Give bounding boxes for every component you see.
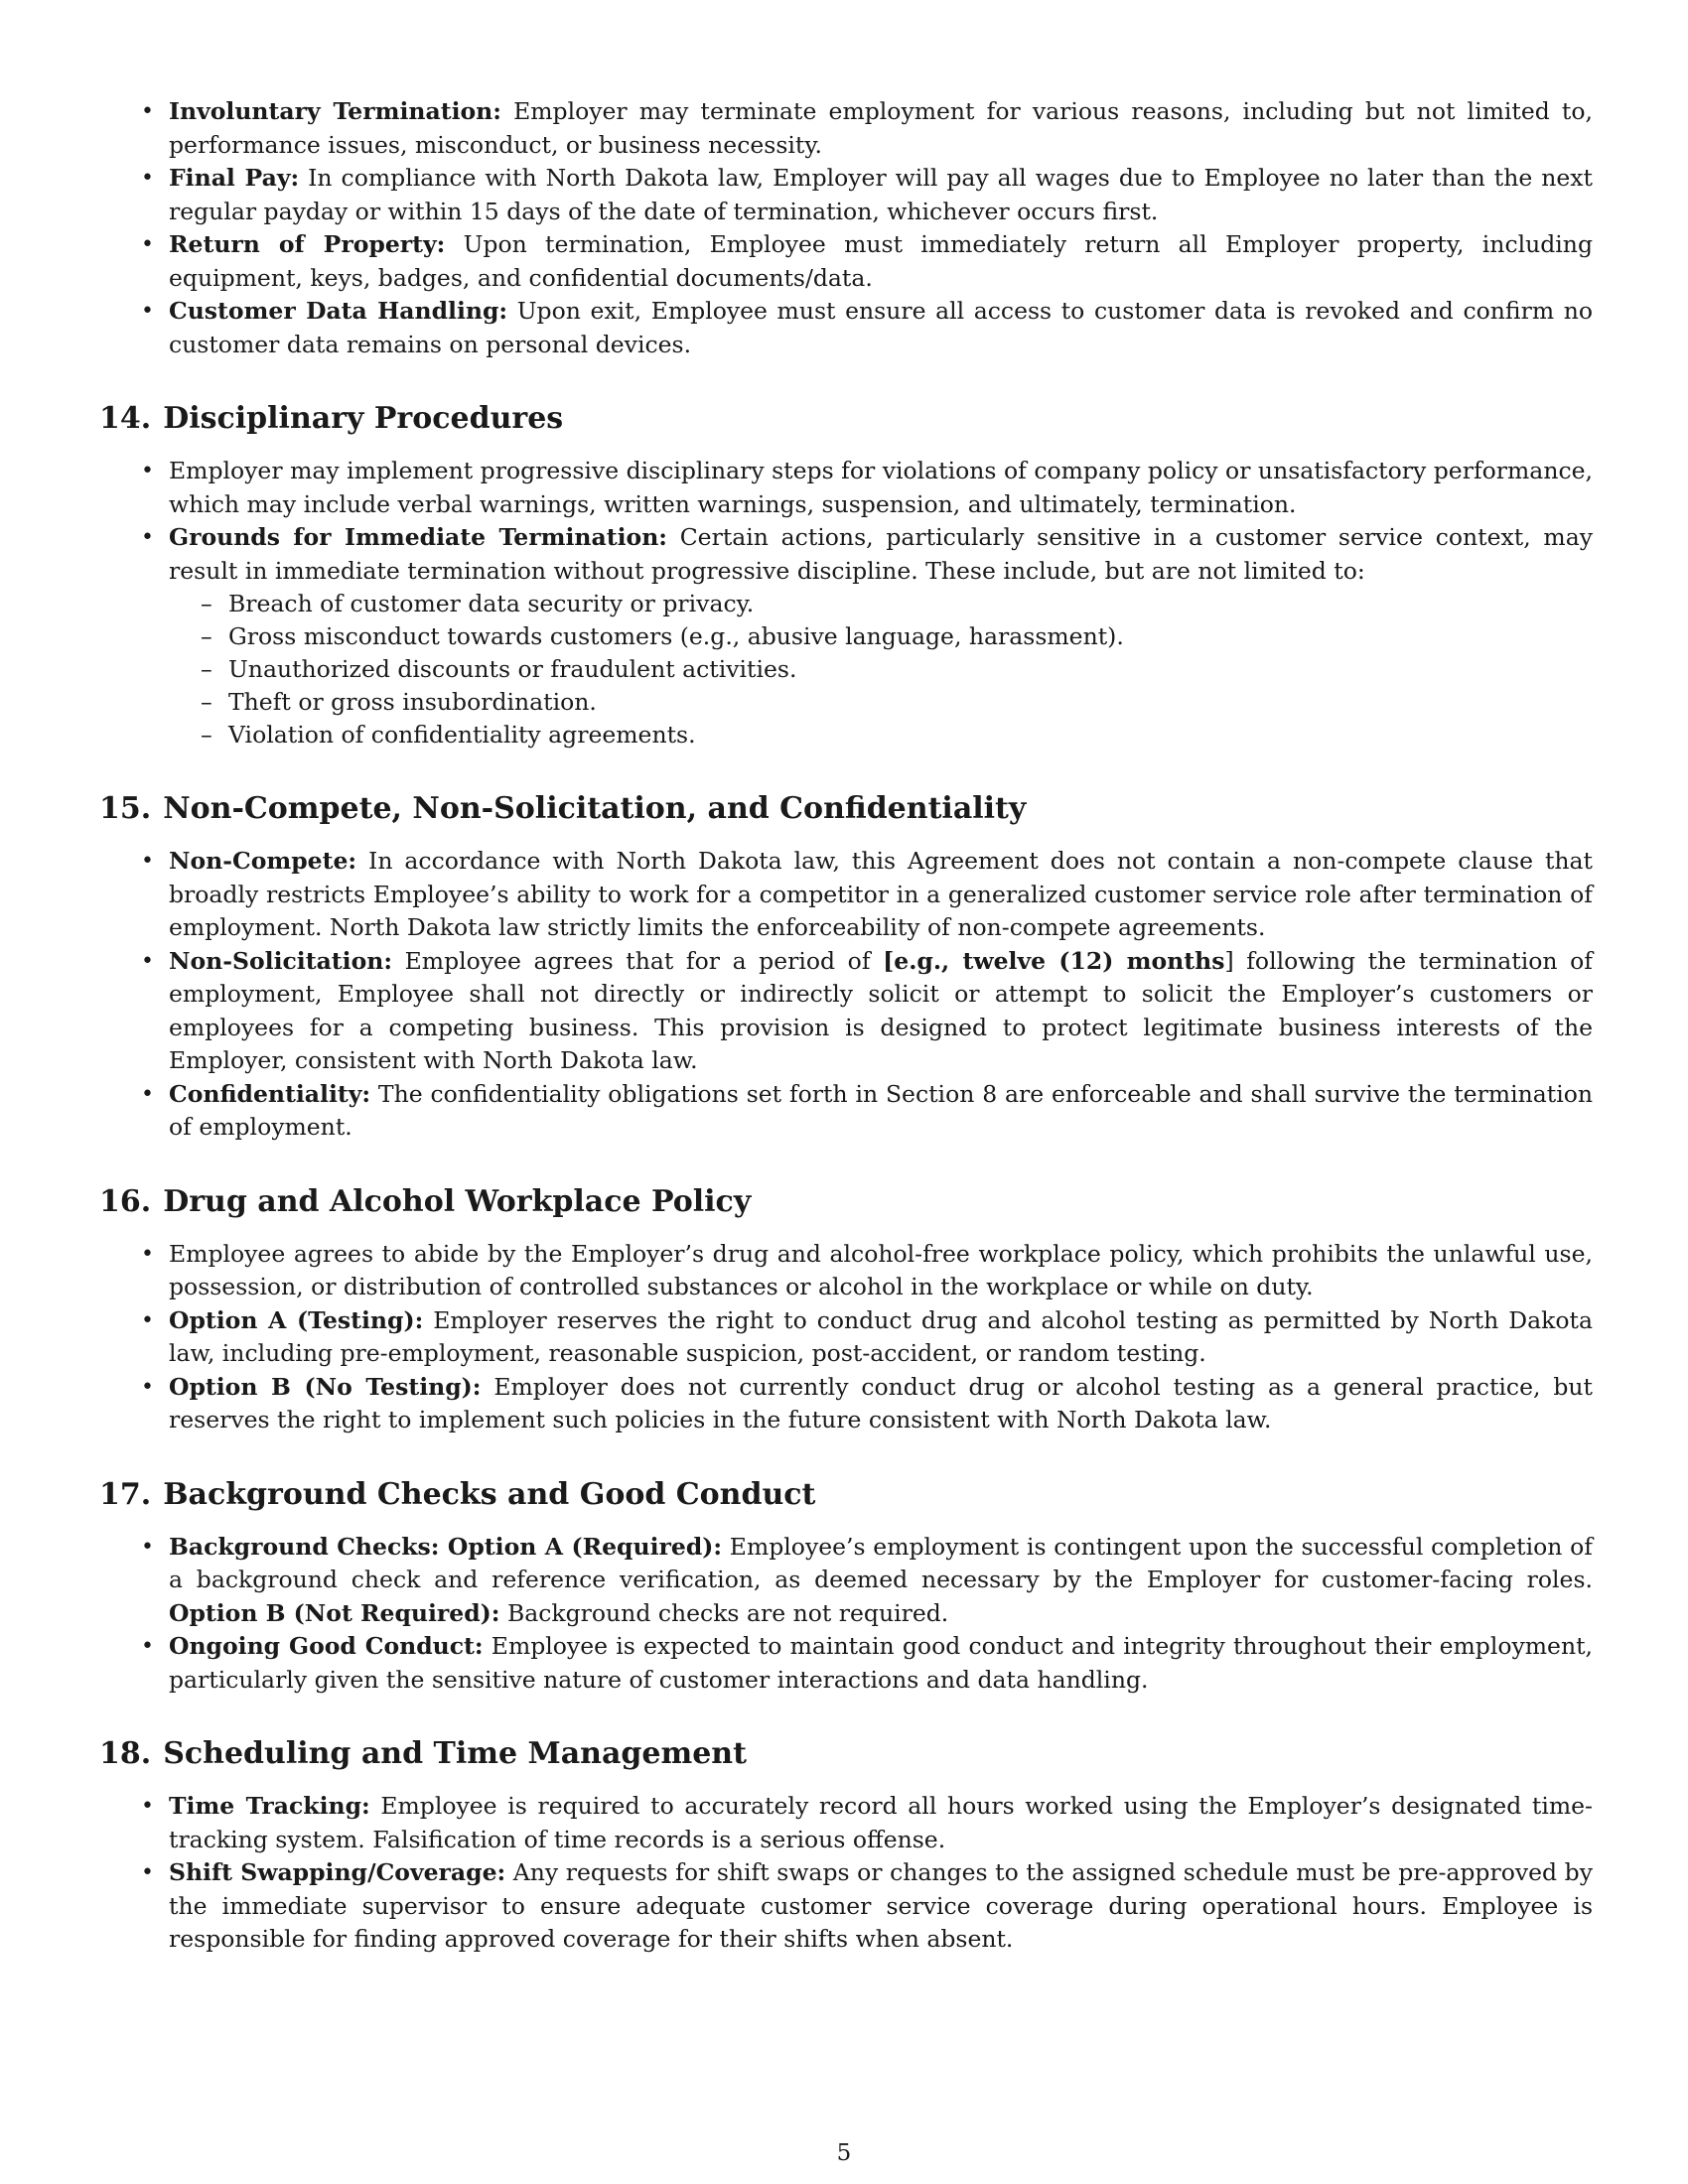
list-item <box>169 1371 1593 1437</box>
list-item <box>169 95 1593 162</box>
section-title: Scheduling and Time Management <box>163 1736 747 1771</box>
item-text: ] following the termination of employment, Employee shall not directly or indirectly solicit or attempt to solicit the Employer’s customers or employees for a competing business. This provision is designed to protect legitimate business interests of the Employer, consistent with North Dakota law. <box>169 946 1593 1074</box>
list-item <box>169 845 1593 945</box>
item-lead: Shift Swapping/Coverage: <box>169 1858 506 1886</box>
item-text: Upon termination, Employee must immediately return all Employer property, including equipment, keys, badges, and confidential documents/data. <box>169 230 1593 292</box>
section-14-list <box>99 455 1593 751</box>
item-text: Employee is required to accurately record all hours worked using the Employer’s designated time-tracking system. Falsification of time records is a serious offense. <box>169 1792 1593 1853</box>
item-lead: Background Checks: Option A (Required): <box>169 1532 723 1561</box>
placeholder-term: [e.g., twelve (12) months <box>883 946 1225 975</box>
item-text: In compliance with North Dakota law, Employer will pay all wages due to Employee no later than the next regular payday or within 15 days of the date of termination, whichever occurs first. <box>169 164 1593 225</box>
item-text: The confidentiality obligations set forth in Section 8 are enforceable and shall survive the termination of employment. <box>169 1079 1593 1141</box>
item-text: In accordance with North Dakota law, this Agreement does not contain a non-compete clause that broadly restricts Employee’s ability to work for a competitor in a generalized customer service role after termination of employment. North Dakota law strictly limits the enforceability of non-compete agreements. <box>169 847 1593 941</box>
item-lead: Grounds for Immediate Termination: <box>169 523 667 551</box>
item-lead: Final Pay: <box>169 164 300 192</box>
item-text: Employer may terminate employment for various reasons, including but not limited to, performance issues, misconduct, or business necessity. <box>169 97 1593 159</box>
list-item <box>169 1238 1593 1304</box>
list-item <box>169 455 1593 521</box>
section-number: 16. <box>99 1183 152 1219</box>
item-lead-option-b: Option B (Not Required): <box>169 1598 500 1627</box>
list-item <box>169 945 1593 1078</box>
document-page <box>99 95 1593 1957</box>
section-16-list <box>99 1238 1593 1437</box>
section-15-list <box>99 845 1593 1145</box>
termination-list <box>99 95 1593 361</box>
section-18-list <box>99 1790 1593 1957</box>
section-number: 14. <box>99 401 152 436</box>
section-title: Drug and Alcohol Workplace Policy <box>163 1183 752 1219</box>
page-number: 5 <box>836 2140 852 2166</box>
section-heading-17 <box>99 1475 1593 1515</box>
termination-grounds-sublist <box>169 588 1593 751</box>
item-lead: Confidentiality: <box>169 1079 371 1108</box>
section-number: 18. <box>99 1736 152 1771</box>
list-item <box>169 1304 1593 1371</box>
item-text: Employer reserves the right to conduct drug and alcohol testing as permitted by North Dakota law, including pre-employment, reasonable suspicion, post-accident, or random testing. <box>169 1305 1593 1367</box>
item-lead: Customer Data Handling: <box>169 297 508 325</box>
section-number: 17. <box>99 1476 152 1512</box>
section-title: Disciplinary Procedures <box>163 401 564 436</box>
sub-list-item: – Breach of customer data security or privacy. <box>228 588 1593 620</box>
list-item <box>169 162 1593 228</box>
section-number: 15. <box>99 791 152 826</box>
list-item <box>169 1856 1593 1957</box>
item-text: Certain actions, particularly sensitive in a customer service context, may result in immediate termination without progressive discipline. These include, but are not limited to: <box>169 523 1593 585</box>
item-lead: Involuntary Termination: <box>169 97 501 125</box>
item-text: Employee agrees to abide by the Employer’s drug and alcohol-free workplace policy, which prohibits the unlawful use, possession, or distribution of controlled substances or alcohol in the workplace or while on duty. <box>169 1239 1593 1300</box>
sub-list-item: – Violation of confidentiality agreements. <box>228 719 1593 751</box>
list-item <box>169 228 1593 295</box>
sub-list-item: – Gross misconduct towards customers (e.g., abusive language, harassment). <box>228 620 1593 653</box>
sub-list-item: – Unauthorized discounts or fraudulent activities. <box>228 653 1593 686</box>
section-heading-18 <box>99 1734 1593 1774</box>
item-lead: Non-Compete: <box>169 847 357 875</box>
sub-list-item: – Theft or gross insubordination. <box>228 686 1593 719</box>
section-heading-14 <box>99 399 1593 439</box>
list-item <box>169 295 1593 361</box>
item-text: Employer may implement progressive disciplinary steps for violations of company policy or unsatisfactory performance, which may include verbal warnings, written warnings, suspension, and ultimately, termination. <box>169 457 1593 518</box>
section-heading-16 <box>99 1182 1593 1222</box>
list-item <box>169 1630 1593 1697</box>
item-lead: Option A (Testing): <box>169 1305 424 1334</box>
section-title: Non-Compete, Non-Solicitation, and Confidentiality <box>163 791 1027 826</box>
list-item <box>169 521 1593 751</box>
item-lead: Ongoing Good Conduct: <box>169 1632 484 1660</box>
item-text: Employee’s employment is contingent upon the successful completion of a background check and reference verification, as deemed necessary by the Employer for customer-facing roles. <box>169 1532 1593 1593</box>
item-text: Any requests for shift swaps or changes to the assigned schedule must be pre-approved by the immediate supervisor to ensure adequate customer service coverage during operational hours. Employee is responsible for finding approved coverage for their shifts when absent. <box>169 1858 1593 1953</box>
item-text: Upon exit, Employee must ensure all access to customer data is revoked and confirm no customer data remains on personal devices. <box>169 297 1594 358</box>
list-item <box>169 1078 1593 1145</box>
section-title: Background Checks and Good Conduct <box>163 1476 816 1512</box>
section-heading-15 <box>99 789 1593 829</box>
item-text: Employer does not currently conduct drug or alcohol testing as a general practice, but reserves the right to implement such policies in the future consistent with North Dakota law. <box>169 1372 1593 1433</box>
section-17-list <box>99 1531 1593 1698</box>
item-text: Background checks are not required. <box>499 1598 949 1627</box>
item-lead: Time Tracking: <box>169 1792 370 1820</box>
item-text: Employee agrees that for a period of <box>392 946 884 975</box>
list-item <box>169 1531 1593 1631</box>
list-item <box>169 1790 1593 1856</box>
item-lead: Option B (No Testing): <box>169 1372 482 1401</box>
item-lead: Non-Solicitation: <box>169 946 393 975</box>
item-lead: Return of Property: <box>169 230 446 258</box>
item-text: Employee is expected to maintain good conduct and integrity throughout their employment, particularly given the sensitive nature of customer interactions and data handling. <box>169 1632 1593 1694</box>
